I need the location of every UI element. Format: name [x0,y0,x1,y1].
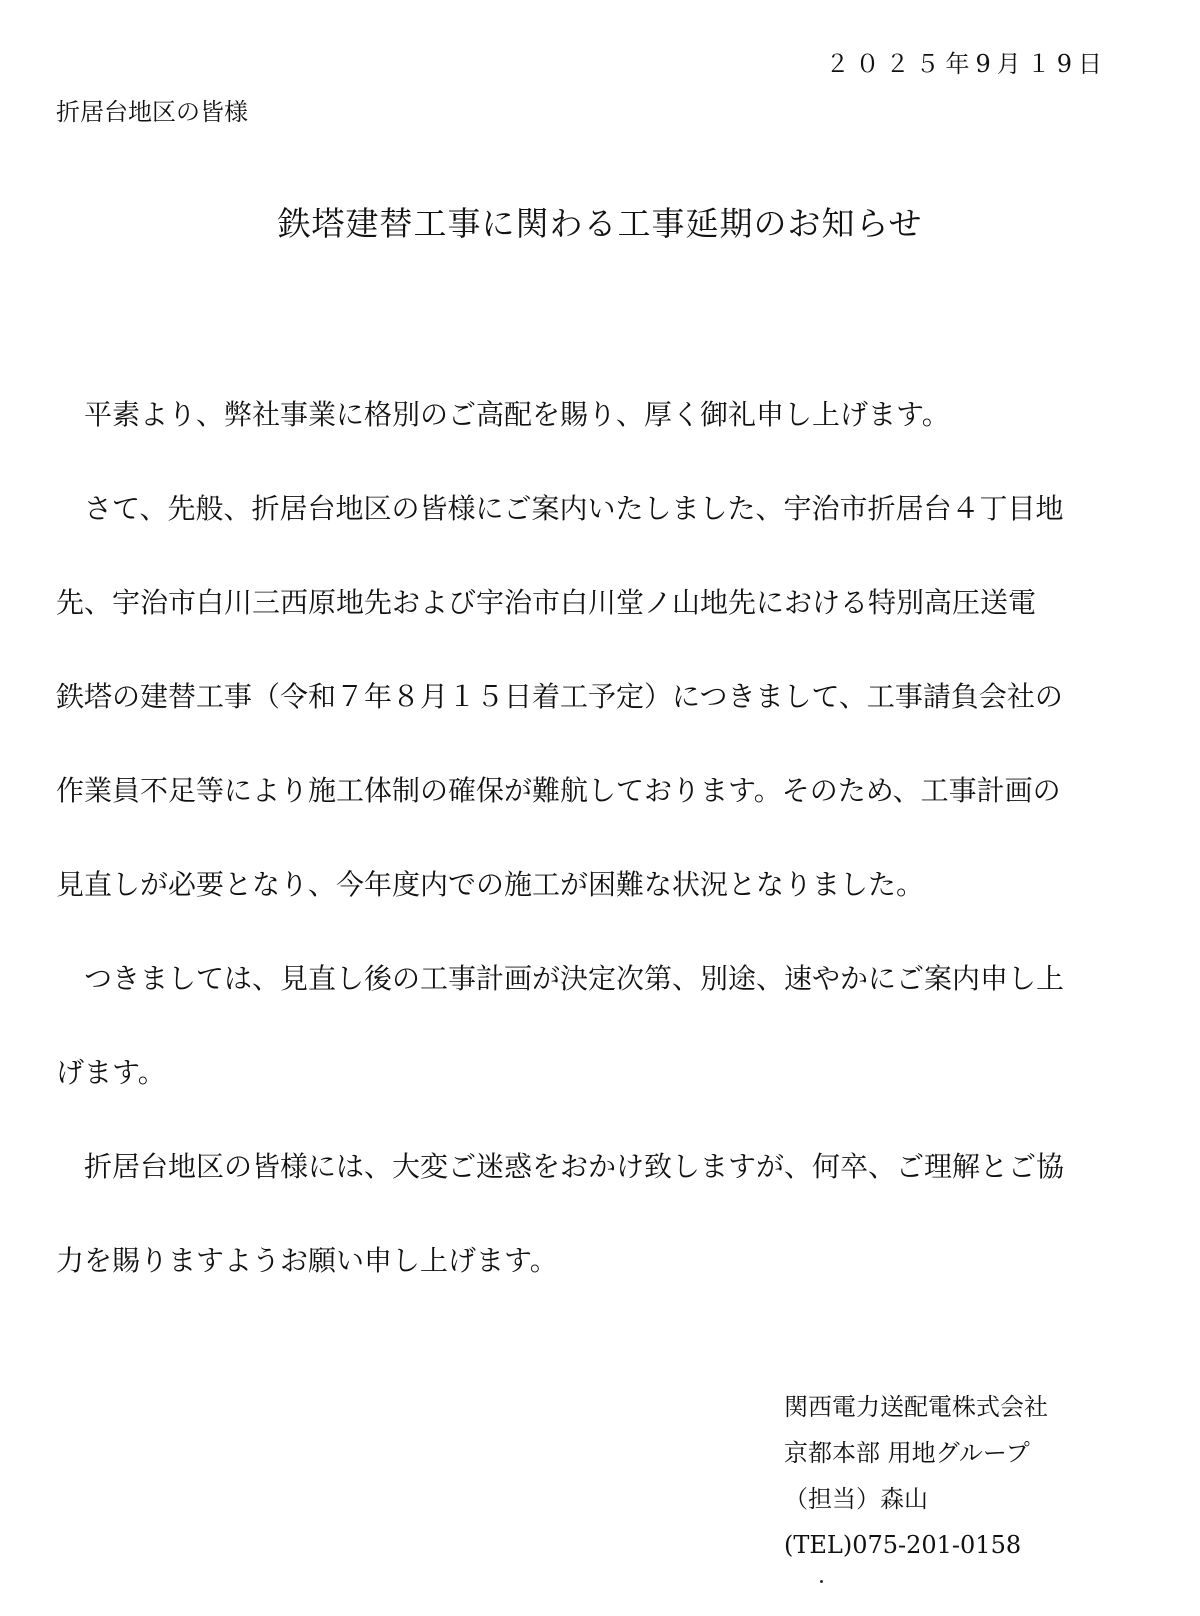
scan-speck [820,1580,823,1583]
sender-tel: (TEL)075-201-0158 [784,1531,1022,1559]
body-line: 鉄塔の建替工事（令和７年８月１５日着工予定）につきまして、工事請負会社の [56,680,1063,713]
sender-company: 関西電力送配電株式会社 [784,1393,1048,1421]
body-line: げます。 [56,1056,166,1089]
paragraph-next-steps [56,944,1146,1132]
paragraph-greeting [56,380,1146,474]
body-line: 折居台地区の皆様には、大変ご迷惑をおかけ致しますが、何卒、ご理解とご協 [84,1150,1065,1183]
sender-contact: （担当）森山 [784,1485,928,1513]
document-body [56,380,1146,1320]
recipient: 折居台地区の皆様 [56,98,248,126]
paragraph-delay-reason [56,474,1146,944]
sender-block [784,1388,1048,1572]
body-line: 先、宇治市白川三西原地先および宇治市白川堂ノ山地先における特別高圧送電 [56,586,1037,619]
sender-department: 京都本部 用地グループ [784,1439,1030,1467]
document-title: 鉄塔建替工事に関わる工事延期のお知らせ [277,204,923,243]
body-line: 平素より、弊社事業に格別のご高配を賜り、厚く御礼申し上げます。 [84,398,950,431]
body-line: 作業員不足等により施工体制の確保が難航しております。そのため、工事計画の [56,774,1061,807]
paragraph-apology [56,1132,1146,1320]
document-date: ２０２５年9月１9日 [825,50,1108,78]
body-line: つきましては、見直し後の工事計画が決定次第、別途、速やかにご案内申し上 [84,962,1065,995]
body-line: 見直しが必要となり、今年度内での施工が困難な状況となりました。 [56,868,925,901]
body-line: さて、先般、折居台地区の皆様にご案内いたしました、宇治市折居台４丁目地 [84,492,1064,525]
body-line: 力を賜りますようお願い申し上げます。 [56,1244,558,1277]
